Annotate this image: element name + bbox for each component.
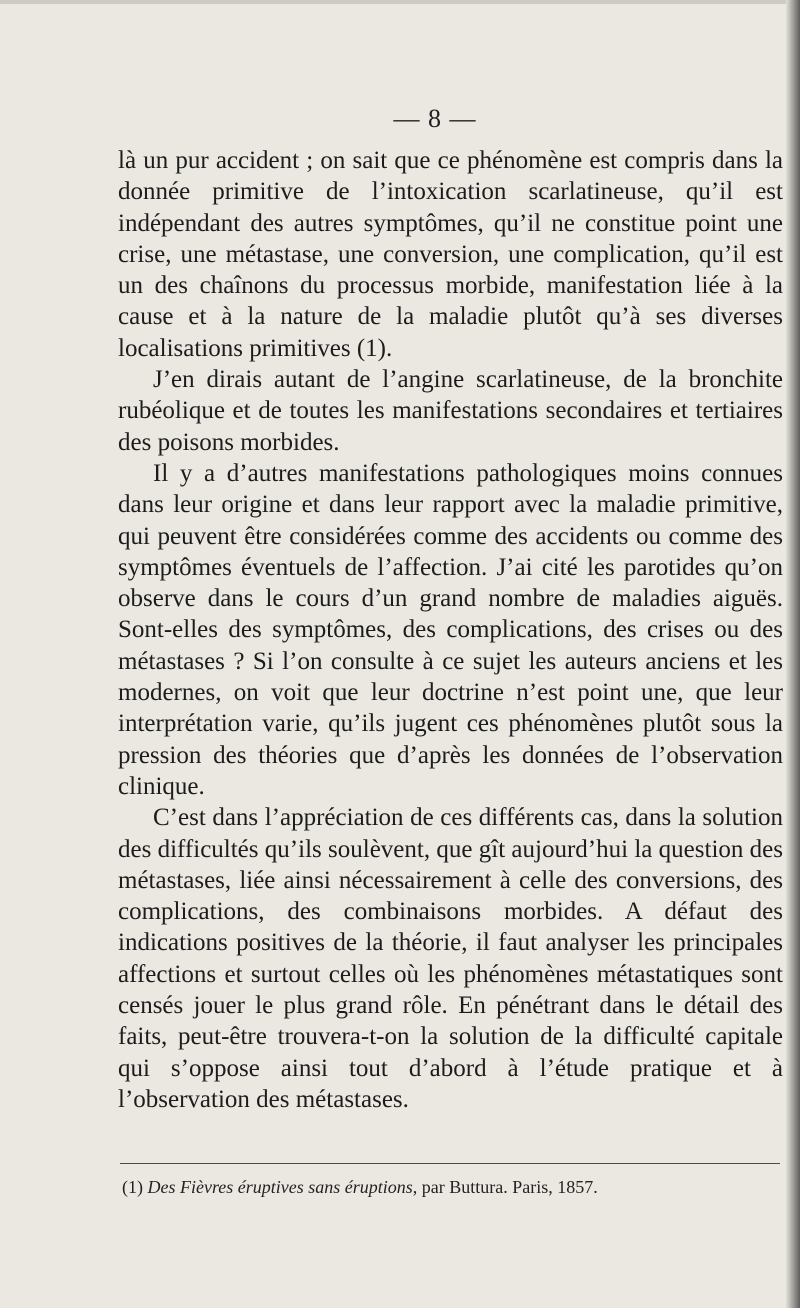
page-number: — 8 — <box>393 104 477 133</box>
footnote-divider <box>120 1163 780 1164</box>
paragraph-2: J’en dirais autant de l’angine scarlatineuse, de la bronchite rubéolique et de toutes les manifestations secondaires et tertiaires des poisons morbides. <box>118 366 783 456</box>
footnote-marker: (1) <box>122 1177 143 1197</box>
paragraph-4: C’est dans l’appréciation de ces différents cas, dans la solution des difficultés qu’ils soulèvent, que gît aujourd’hui la question des métastases, liée ainsi nécessairement à celle des conversions, des complications, des combinaisons morbides. A défaut des indications positives de la théorie, il faut analyser les principales affections et surtout celles où les phénomènes métastatiques sont censés jouer le plus grand rôle. En pénétrant dans le détail des faits, peut-être trouvera-t-on la solution de la difficulté capitale qui s’oppose ainsi tout d’abord à l’étude pratique et à l’observation des métastases. <box>118 804 783 1113</box>
paragraph-1: là un pur accident ; on sait que ce phénomène est compris dans la donnée primitive de l’intoxication scarlatineuse, qu’il est indépendant des autres symptômes, qu’il ne constitue point une crise, une métastase, une conversion, une complication, qu’il est un des chaînons du processus morbide, manifestation liée à la cause et à la nature de la maladie plutôt qu’à ses diverses localisations primitives (1). <box>118 147 783 362</box>
footnote <box>122 1175 782 1199</box>
page-binding-shadow <box>786 0 800 1308</box>
paragraph-3: Il y a d’autres manifestations pathologiques moins connues dans leur origine et dans leur rapport avec la maladie primitive, qui peuvent être considérées comme des accidents ou comme des symptômes éventuels de l’affection. J’ai cité les parotides qu’on observe dans le cours d’un grand nombre de maladies aiguës. Sont-elles des symptômes, des complications, des crises ou des métastases ? Si l’on consulte à ce sujet les auteurs anciens et les modernes, on voit que leur doctrine n’est point une, que leur interprétation varie, qu’ils jugent ces phénomènes plutôt sous la pression des théories que d’après les données de l’observation clinique. <box>118 459 783 800</box>
page-top-edge <box>0 0 800 4</box>
footnote-title: Des Fièvres éruptives sans éruptions <box>147 1177 413 1197</box>
body-text <box>118 145 783 1115</box>
footnote-citation: , par Buttura. Paris, 1857. <box>412 1177 598 1197</box>
